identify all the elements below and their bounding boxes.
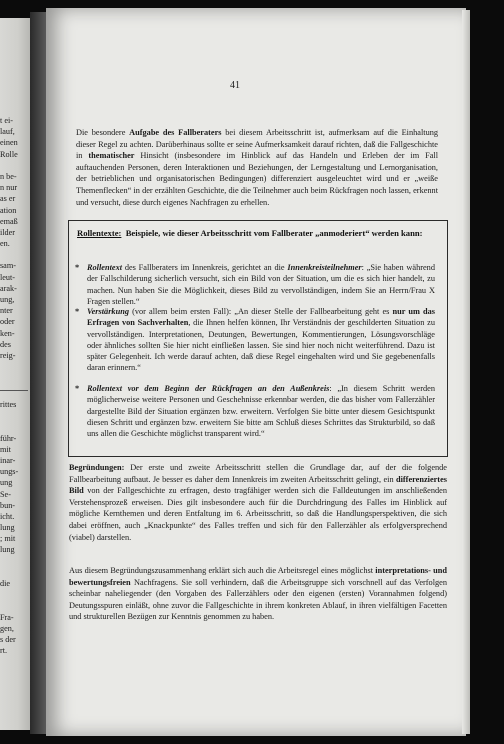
left-page-fragment: n be- (0, 171, 17, 181)
left-page-fragment: bun- (0, 500, 16, 510)
left-page-fragment (0, 249, 28, 260)
list-item: * Verstärkung (vor allem beim ersten Fall): „An dieser Stelle der Fallbearbeitung geht es nur um das Erfragen von Sachverhalten, die Ihnen helfen können, Ihr Verständnis der geschilderten Situation zu vervollständigen. Interpretationen, Deutungen, Bewertungen, Kommentierungen, Lösungsvorschläge oder ähnliches sollten Sie hier nicht einfließen lassen. Sie sind hier noch nicht weiterführend. Dazu ist später Gelegenheit. Ich werde darauf achten, daß diese Regel eingehalten wird und Sie gegebenenfalls daran erinnern.“ (75, 307, 435, 373)
left-page-fragment (0, 600, 28, 611)
bullet-symbol: * (75, 384, 80, 393)
left-page-fragment: ung, (0, 295, 15, 304)
left-page-fragment: lauf, (0, 127, 15, 137)
left-page-fragment: einen (0, 138, 18, 148)
left-page-fragment: ung (0, 478, 13, 488)
left-page-text-fragments-lower (0, 399, 28, 656)
role-text-box (68, 220, 448, 457)
left-page-fragment: oder (0, 317, 15, 327)
left-page-fragment: ken- (0, 328, 15, 338)
left-page-fragment: rt. (0, 646, 8, 656)
left-page-fragment (0, 556, 28, 567)
page-number: 41 (230, 80, 240, 91)
left-page-fragment: ungs- (0, 467, 19, 477)
left-page-fragment: s der (0, 634, 16, 644)
left-page-fragment: führ- (0, 433, 17, 443)
bullet-symbol: * (75, 307, 80, 316)
left-page-rule (0, 390, 28, 391)
left-page-fragment: arak- (0, 283, 17, 293)
left-page-fragment: leut- (0, 272, 16, 282)
left-page-fragment: ilder (0, 227, 16, 237)
left-page-fragment (0, 421, 28, 432)
left-page-fragment (0, 589, 28, 600)
left-page-fragment (0, 160, 28, 171)
left-page-edge (0, 18, 30, 730)
left-page-fragment: as er (0, 194, 16, 204)
left-page-fragment: Se- (0, 489, 11, 499)
left-page-fragment: lung (0, 523, 15, 533)
left-page-fragment (0, 410, 28, 421)
left-page-text-fragments (0, 115, 28, 361)
box-heading-text: Beispiele, wie dieser Arbeitsschritt vom Fallberater „anmoderiert“ werden kann: (125, 228, 423, 238)
list-item: * Rollentext des Fallberaters im Innenkreis, gerichtet an die Innenkreisteilnehmer: „Sie haben während der Fallschilderung sicherlich versucht, sich ein Bild von der Situation, um die es sich hier handelt, zu machen. Nun haben Sie die Möglichkeit, dieses Bild zu vervollständigen, indem Sie an Herrn/Frau X Fragen stellen.“ (75, 263, 435, 306)
intro-paragraph: Die besondere Aufgabe des Fallberaters bei diesem Arbeitsschritt ist, aufmerksam auf die Einhaltung dieser Regel zu achten. Darüberhinaus sollte er seine Aufmerksamkeit darauf richten, daß die Fallgeschichte in thematischer Hinsicht (insbesondere im Hinblick auf das Handeln und Erleben der im Fall auftauchenden Personen, deren Interaktionen und Beziehungen, der Lerngestaltung und Lernorganisation, der betrieblichen und organisatorischen Bedingungen) differenziert ausgeleuchtet wird und er „weiße Themenflecken“ in der erzählten Geschichte, die die Teilnehmer auch beim Rückfragen noch lassen, erkennt und versucht, diese durch eigenes Nachfragen zu erhellen. (76, 128, 439, 207)
left-page-fragment: lung (0, 545, 15, 555)
left-page-fragment: ation (0, 205, 17, 215)
closing-paragraph: Aus diesem Begründungszusammenhang erklärt sich auch die Arbeitsregel eines möglichst interpretations- und bewertungsfreien Nachfragens. Sie soll verhindern, daß die Arbeitsgruppe sich vorschnell auf das Verfolgen scheinbar naheliegender (den Vorgaben des Fallerzählers oder den eigenen (ersten) Vorannahmen folgend) Deutungsspuren einläßt, ohne zuvor die Fallgeschichte in ihrem konkreten Ablauf, in ihren vielfältigen Facetten und strukturellen Bezügen zur Kenntnis genommen zu haben. (69, 566, 447, 622)
left-page-fragment: Rolle (0, 149, 18, 159)
box-label: Rollentexte: (77, 228, 122, 238)
bullet-symbol: * (75, 263, 80, 272)
left-page-fragment: emaß (0, 216, 18, 226)
left-page-fragment: n nur (0, 183, 18, 193)
left-page-fragment: die (0, 579, 11, 588)
left-page-fragment: t ei- (0, 116, 13, 125)
left-page-fragment: sam- (0, 261, 16, 271)
left-page-fragment: nter (0, 306, 13, 316)
left-page-fragment: reig- (0, 350, 16, 360)
left-page-fragment: en. (0, 239, 10, 249)
box-heading (77, 228, 437, 240)
left-page-fragment: gen, (0, 623, 14, 633)
reasons-paragraph: Begründungen: Der erste und zweite Arbeitsschritt stellen die Grundlage dar, auf der die folgende Fallbearbeitung aufbaut. Je besser es daher dem Innenkreis im zweiten Arbeitsschritt gelingt, ein differenziertes Bild von der Fallgeschichte zu erfragen, desto tragfähiger werden sich die Falldeutungen im anschließenden Verstehensprozeß erweisen. Dies gilt insbesondere auch für die Durchdringung des Falles im Hinblick auf mögliche Kernthemen und deren Entfaltung im 6. Arbeitsschritt, so daß die Handlungsperspektiven, die sich dabei eröffnen, auch „Knackpunkte“ des Falles treffen und sich für den Fallerzähler als erfolgversprechend (viabel) darstellen. (69, 463, 447, 542)
left-page-fragment: des (0, 339, 11, 349)
left-page-fragment (0, 567, 28, 578)
left-page-fragment: Fra- (0, 612, 14, 622)
left-page-fragment: mit (0, 444, 11, 454)
page-right-edge (462, 10, 470, 734)
list-item: * Rollentext vor dem Beginn der Rückfragen an den Außenkreis: „In diesem Schritt werden möglicherweise weitere Personen und Geschehnisse erkennbar werden, die das bisher vom Fallerzähler dargestellte Bild der Situation ergänzen bzw. erweitern. Verfolgen Sie bitte unter diesem Gesichtspunkt diesen Schritt und ergänzen bzw. erweitern Sie bitte am Schluß dieses Schrittes das Strukturbild, so daß uns allen die Geschichte möglichst transparent wird.“ (75, 384, 435, 439)
left-page-fragment: rittes (0, 400, 17, 409)
left-page-fragment: ; mit (0, 534, 16, 544)
left-page-fragment: icht. (0, 511, 15, 521)
left-page-fragment: inar- (0, 455, 16, 465)
